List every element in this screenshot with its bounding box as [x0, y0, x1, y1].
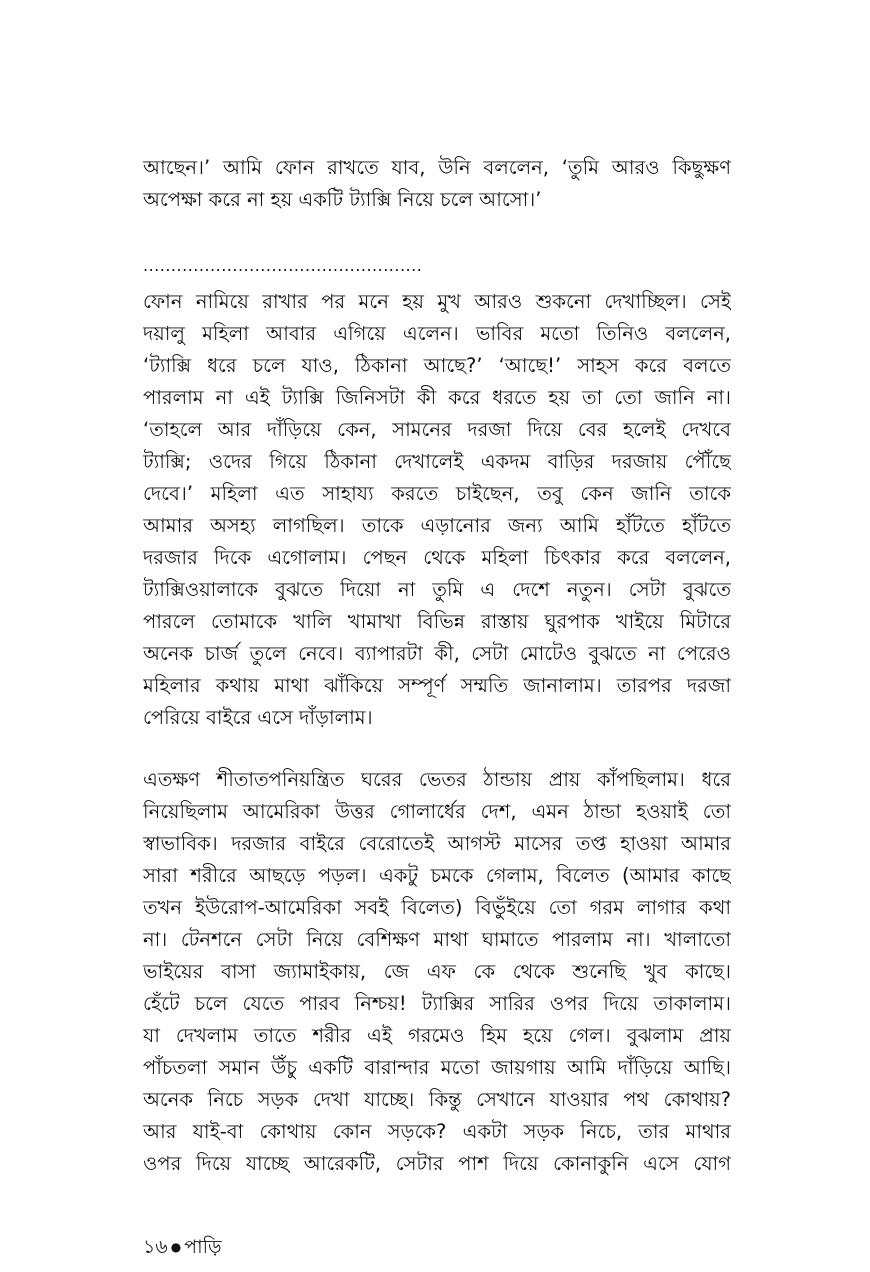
text-line: পাঁচতলা সমান উঁচু একটি বারান্দার মতো জায়গায় আমি দাঁড়িয়ে আছি।: [143, 1056, 731, 1079]
text-line: আর যাই-বা কোথায় কোন সড়কে? একটা সড়ক নিচে, তার মাথার: [143, 1120, 731, 1143]
book-title: পাড়ি: [184, 1236, 222, 1258]
text-line: ট্যাক্সিওয়ালাকে বুঝতে দিয়ো না তুমি এ দেশে নতুন। সেটা বুঝতে: [143, 578, 731, 601]
text-line: দেবে।’ মহিলা এত সাহায্য করতে চাইছেন, তবু কেন জানি তাকে: [143, 482, 731, 505]
text-line: তখন ইউরোপ-আমেরিকা সবই বিলেত) বিভুঁইয়ে তো গরম লাগার কথা: [143, 896, 731, 919]
text-line: পারলাম না এই ট্যাক্সি জিনিসটা কী করে ধরতে হয় তা তো জানি না।: [143, 386, 731, 409]
text-line: অনেক নিচে সড়ক দেখা যাচ্ছে। কিন্তু সেখানে যাওয়ার পথ কোথায়?: [143, 1088, 731, 1111]
text-line: দরজার দিকে এগোলাম। পেছন থেকে মহিলা চিৎকার করে বললেন,: [143, 546, 731, 569]
text-line: অনেক চার্জ তুলে নেবে। ব্যাপারটা কী, সেটা মোটেও বুঝতে না পেরেও: [143, 642, 731, 665]
text-line: পারলে তোমাকে খালি খামাখা বিভিন্ন রাস্তায় ঘুরপাক খাইয়ে মিটারে: [143, 610, 731, 633]
text-line: এতক্ষণ শীতাতপনিয়ন্ত্রিত ঘরের ভেতর ঠান্ডায় প্রায় কাঁপছিলাম। ধরে: [143, 768, 731, 791]
text-line: ফোন নামিয়ে রাখার পর মনে হয় মুখ আরও শুকনো দেখাচ্ছিল। সেই: [143, 290, 731, 313]
text-line: যা দেখলাম তাতে শরীর এই গরমেও হিম হয়ে গেল। বুঝলাম প্রায়: [143, 1024, 731, 1047]
page-number: ১৬: [143, 1236, 168, 1258]
text-line: দয়ালু মহিলা আবার এগিয়ে এলেন। ভাবির মতো তিনিও বললেন,: [143, 322, 731, 345]
section-separator: ..................................................: [143, 256, 423, 275]
text-line: ‘তাহলে আর দাঁড়িয়ে কেন, সামনের দরজা দিয়ে বের হলেই দেখবে: [143, 418, 731, 441]
text-line: ওপর দিয়ে যাচ্ছে আরেকটি, সেটার পাশ দিয়ে কোনাকুনি এসে যোগ: [143, 1152, 731, 1175]
paragraph-2: [143, 286, 731, 734]
paragraph-1: [143, 152, 731, 216]
text-line: স্বাভাবিক। দরজার বাইরে বেরোতেই আগস্ট মাসের তপ্ত হাওয়া আমার: [143, 832, 731, 855]
text-line: অপেক্ষা করে না হয় একটি ট্যাক্সি নিয়ে চলে আসো।’: [143, 188, 542, 211]
text-line: ট্যাক্সি; ওদের গিয়ে ঠিকানা দেখালেই একদম বাড়ির দরজায় পৌঁছে: [143, 450, 731, 473]
text-line: হেঁটে চলে যেতে পারব নিশ্চয়! ট্যাক্সির সারির ওপর দিয়ে তাকালাম।: [143, 992, 731, 1015]
text-line: আমার অসহ্য লাগছিল। তাকে এড়ানোর জন্য আমি হাঁটতে হাঁটতে: [143, 514, 731, 537]
text-line: না। টেনশনে সেটা নিয়ে বেশিক্ষণ মাথা ঘামাতে পারলাম না। খালাতো: [143, 928, 731, 951]
text-line: নিয়েছিলাম আমেরিকা উত্তর গোলার্ধের দেশ, এমন ঠান্ডা হওয়াই তো: [143, 800, 731, 823]
text-line: পেরিয়ে বাইরে এসে দাঁড়ালাম।: [143, 706, 373, 729]
page-footer: [143, 1235, 222, 1259]
text-line: সারা শরীরে আছড়ে পড়ল। একটু চমকে গেলাম, বিলেত (আমার কাছে: [143, 864, 731, 887]
paragraph-3: [143, 764, 731, 1180]
text-line: ভাইয়ের বাসা জ্যামাইকায়, জে এফ কে থেকে শুনেছি খুব কাছে।: [143, 960, 731, 983]
text-line: ‘ট্যাক্সি ধরে চলে যাও, ঠিকানা আছে?’ ‘আছে!’ সাহস করে বলতে: [143, 354, 731, 377]
bullet-icon: ●: [170, 1240, 182, 1254]
text-line: আছেন।’ আমি ফোন রাখতে যাব, উনি বললেন, ‘তুমি আরও কিছুক্ষণ: [143, 156, 731, 179]
text-line: মহিলার কথায় মাথা ঝাঁকিয়ে সম্পূর্ণ সম্মতি জানালাম। তারপর দরজা: [143, 674, 731, 697]
